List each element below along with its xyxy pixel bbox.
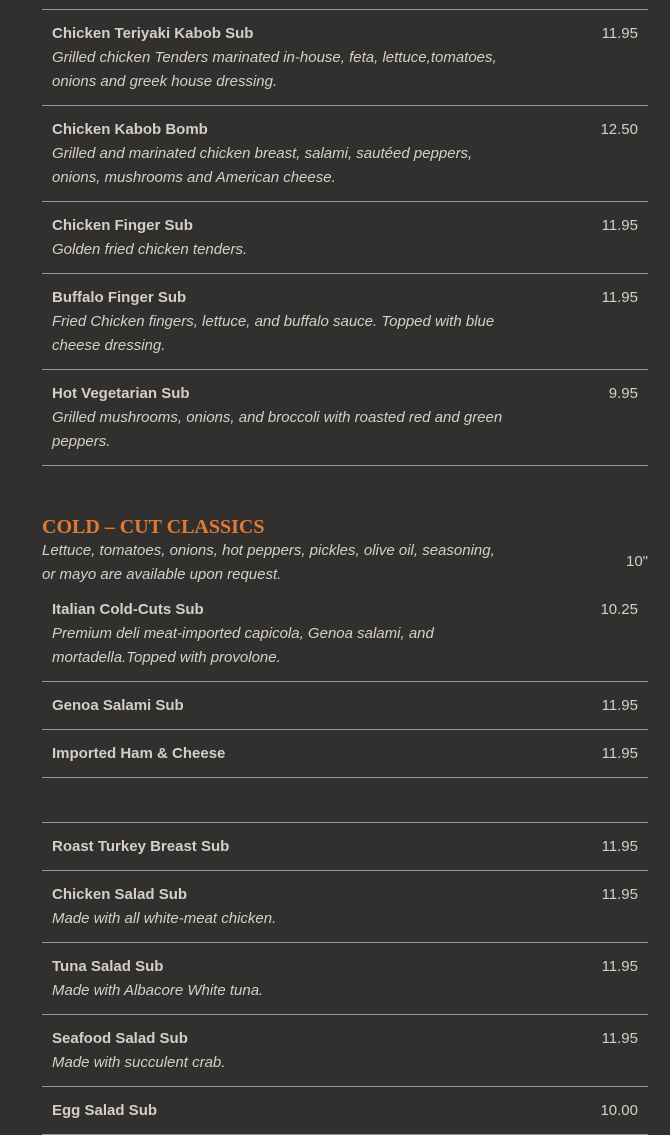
section-spacer bbox=[42, 466, 648, 515]
item-price: 10.25 bbox=[600, 601, 638, 618]
menu-item bbox=[42, 1087, 648, 1135]
item-name: Chicken Kabob Bomb bbox=[52, 121, 208, 138]
item-price: 11.95 bbox=[601, 886, 638, 903]
size-label: 10" bbox=[625, 553, 648, 570]
item-price: 11.95 bbox=[601, 1030, 638, 1047]
menu-item bbox=[42, 871, 648, 943]
item-name: Seafood Salad Sub bbox=[52, 1030, 188, 1047]
item-description: Grilled chicken Tenders marinated in-house, feta, lettuce,tomatoes, onions and greek house dressing. bbox=[52, 49, 497, 90]
item-name: Chicken Finger Sub bbox=[52, 217, 193, 234]
item-description: Made with succulent crab. bbox=[52, 1054, 226, 1071]
empty-row bbox=[42, 778, 648, 823]
menu-item bbox=[42, 943, 648, 1015]
section-header bbox=[42, 515, 648, 587]
item-description: Fried Chicken fingers, lettuce, and buffalo sauce. Topped with blue cheese dressing. bbox=[52, 313, 495, 354]
item-description: Made with all white-meat chicken. bbox=[52, 910, 277, 927]
menu-page bbox=[42, 0, 648, 1135]
menu-item bbox=[42, 274, 648, 370]
menu-item bbox=[42, 106, 648, 202]
menu-item bbox=[42, 730, 648, 778]
item-price: 11.95 bbox=[601, 745, 638, 762]
item-name: Hot Vegetarian Sub bbox=[52, 385, 190, 402]
item-price: 11.95 bbox=[601, 697, 638, 714]
section-title: COLD – CUT CLASSICS bbox=[42, 516, 265, 538]
menu-item bbox=[42, 202, 648, 274]
item-description: Made with Albacore White tuna. bbox=[52, 982, 264, 999]
item-description: Grilled mushrooms, onions, and broccoli with roasted red and green peppers. bbox=[52, 409, 503, 450]
item-price: 11.95 bbox=[601, 838, 638, 855]
item-description: Golden fried chicken tenders. bbox=[52, 241, 248, 258]
item-name: Tuna Salad Sub bbox=[52, 958, 164, 975]
item-name: Roast Turkey Breast Sub bbox=[52, 838, 230, 855]
section-note: Lettuce, tomatoes, onions, hot peppers, pickles, olive oil, seasoning, or mayo are available upon request. bbox=[42, 542, 495, 583]
item-price: 11.95 bbox=[601, 217, 638, 234]
item-name: Chicken Teriyaki Kabob Sub bbox=[52, 25, 254, 42]
item-price: 10.00 bbox=[600, 1102, 638, 1119]
item-price: 9.95 bbox=[608, 385, 638, 402]
item-name: Egg Salad Sub bbox=[52, 1102, 158, 1119]
item-price: 11.95 bbox=[601, 289, 638, 306]
item-description: Premium deli meat-imported capicola, Genoa salami, and mortadella.Topped with provolone. bbox=[52, 625, 434, 666]
item-name: Imported Ham & Cheese bbox=[52, 745, 226, 762]
item-price: 11.95 bbox=[601, 25, 638, 42]
menu-item bbox=[42, 1015, 648, 1087]
menu-item bbox=[42, 823, 648, 871]
menu-item bbox=[42, 587, 648, 682]
menu-item bbox=[42, 682, 648, 730]
item-name: Chicken Salad Sub bbox=[52, 886, 188, 903]
divider bbox=[42, 0, 648, 10]
item-name: Genoa Salami Sub bbox=[52, 697, 184, 714]
item-name: Italian Cold-Cuts Sub bbox=[52, 601, 204, 618]
item-name: Buffalo Finger Sub bbox=[52, 289, 187, 306]
item-price: 12.50 bbox=[600, 121, 638, 138]
item-price: 11.95 bbox=[601, 958, 638, 975]
menu-item bbox=[42, 370, 648, 466]
menu-item bbox=[42, 10, 648, 106]
item-description: Grilled and marinated chicken breast, salami, sautéed peppers, onions, mushrooms and American cheese. bbox=[52, 145, 473, 186]
